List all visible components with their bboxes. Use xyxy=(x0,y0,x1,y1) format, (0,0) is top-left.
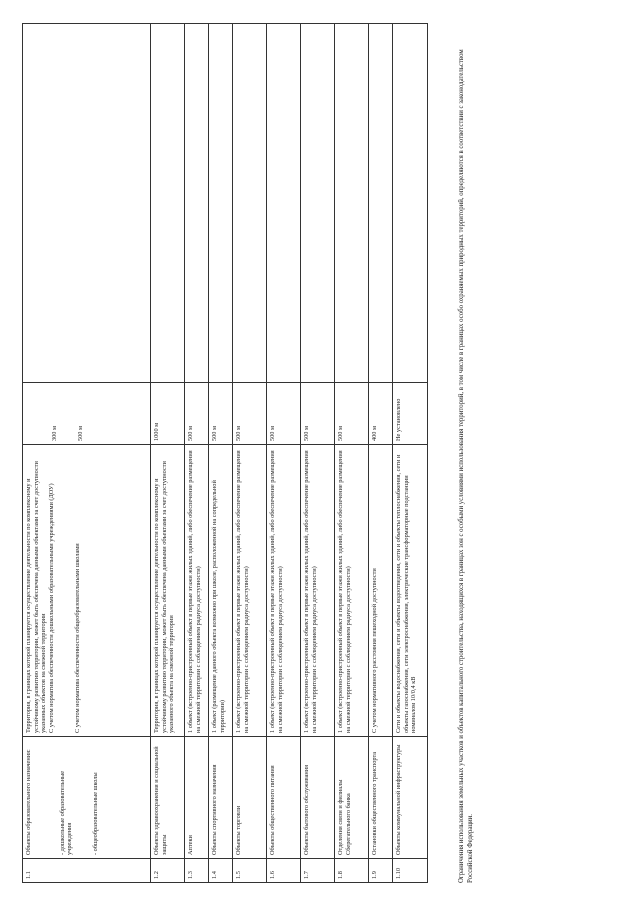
table-row xyxy=(393,24,428,883)
row-number: 1.9 xyxy=(369,859,393,883)
object-name: Объекты коммунальной инфраструктуры xyxy=(393,737,428,859)
radius-line: 500 м xyxy=(76,425,84,441)
accessibility-radius: 1000 м xyxy=(151,383,185,445)
condition-line: С учетом норматива обеспеченности дошкольными образовательными учреждениями (ДОУ) xyxy=(48,483,56,733)
object-name: Объекты бытового обслуживания xyxy=(301,737,335,859)
object-name: Отделения связи и филиалы Сберегательного банка xyxy=(335,737,369,859)
object-name-line: - общеобразовательные школы xyxy=(92,772,100,855)
accessibility-radius: 500 м xyxy=(209,383,233,445)
radius-line: 300 м xyxy=(51,425,58,441)
provision-conditions: С учетом нормативного расстояния пешеходной доступности xyxy=(369,445,393,737)
provision-conditions: 1 объект (встроенно-пристроенный объект в первые этажи жилых зданий, либо обеспечение размещения на смежной территории с соблюдением радиуса доступности) xyxy=(335,445,369,737)
provision-conditions: 1 объект (встроенно-пристроенный объект в первые этажи жилых зданий, либо обеспечение размещения на смежной территории с соблюдением радиуса доступности) xyxy=(185,445,209,737)
accessibility-radius: 500 м xyxy=(267,383,301,445)
object-name xyxy=(23,737,151,859)
row-number: 1.3 xyxy=(185,859,209,883)
table-row xyxy=(23,24,151,883)
row-number: 1.8 xyxy=(335,859,369,883)
restrictions-note: Ограничения использования земельных участков и объектов капитального строительства, находящихся в границах зон с особыми условиями использования территорий, в том числе в границах особо охраняемых природных территорий, определяются в соответствии с законодательством Российской Федерации. xyxy=(458,49,474,883)
row-number: 1.6 xyxy=(267,859,301,883)
empty-cell xyxy=(151,24,185,383)
accessibility-radius: 400 м xyxy=(369,383,393,445)
provision-conditions xyxy=(23,445,151,737)
provision-conditions: 1 объект (встроенно-пристроенный объект в первые этажи жилых зданий, либо обеспечение размещения на смежной территории с соблюдением радиуса доступности) xyxy=(267,445,301,737)
object-name: Объекты общественного питания xyxy=(267,737,301,859)
object-name: Аптеки xyxy=(185,737,209,859)
provision-conditions: Сети и объекты водоснабжения, сети и объекты водоотведения, сети и объекты теплоснабжения, сети и объекты газоснабжения, сети электроснабжения, электрические трансформаторные подстанции номиналом 10/0,4 кВ xyxy=(393,445,428,737)
empty-cell xyxy=(369,24,393,383)
empty-cell xyxy=(23,24,151,383)
object-name-line: Объекты образовательного назначения: xyxy=(25,749,32,855)
table-row xyxy=(209,24,233,883)
row-number: 1.2 xyxy=(151,859,185,883)
row-number: 1.1 xyxy=(23,859,151,883)
table-row xyxy=(233,24,267,883)
object-name-line: - дошкольные образовательные учреждения xyxy=(58,770,74,855)
empty-cell xyxy=(267,24,301,383)
provision-conditions: Территория, в границах которой планируется осуществление деятельности по комплексному и устойчивому развитию территории, может быть обеспечена данными объектами за счет доступности указанного объекта на смежной территории xyxy=(151,445,185,737)
accessibility-radius: 500 м xyxy=(233,383,267,445)
accessibility-radius: 500 м xyxy=(301,383,335,445)
table-row xyxy=(267,24,301,883)
table-row xyxy=(185,24,209,883)
accessibility-radius: 500 м xyxy=(335,383,369,445)
row-number: 1.5 xyxy=(233,859,267,883)
provision-conditions: 1 объект (встроенно-пристроенный объект в первые этажи жилых зданий, либо обеспечение размещения на смежной территории с соблюдением радиуса доступности) xyxy=(233,445,267,737)
condition-line: С учетом норматива обеспеченности общеобразовательными школами xyxy=(73,543,81,733)
empty-cell xyxy=(209,24,233,383)
table-row xyxy=(369,24,393,883)
object-name: Объекты торговли xyxy=(233,737,267,859)
row-number: 1.4 xyxy=(209,859,233,883)
provision-conditions: 1 объект (размещение данного объекта возможно при школе, расположенной на сопредельной территории) xyxy=(209,445,233,737)
empty-cell xyxy=(393,24,428,383)
empty-cell xyxy=(233,24,267,383)
object-name: Остановки общественного транспорта xyxy=(369,737,393,859)
requirements-table xyxy=(22,23,428,883)
row-number: 1.7 xyxy=(301,859,335,883)
table-row xyxy=(335,24,369,883)
empty-cell xyxy=(335,24,369,383)
object-name: Объекты спортивного назначения xyxy=(209,737,233,859)
accessibility-radius xyxy=(23,383,151,445)
condition-line: Территория, в границах которой планируется осуществление деятельности по комплексному и устойчивому развитию территории, может быть обеспечена данными объектами за счет доступности указанных объектов на смежной территории xyxy=(25,461,48,733)
empty-cell xyxy=(301,24,335,383)
empty-cell xyxy=(185,24,209,383)
row-number: 1.10 xyxy=(393,859,428,883)
table-row xyxy=(151,24,185,883)
object-name: Объекты здравоохранения и социальной защиты xyxy=(151,737,185,859)
accessibility-radius: 500 м xyxy=(185,383,209,445)
provision-conditions: 1 объект (встроенно-пристроенный объект в первые этажи жилых зданий, либо обеспечение размещения на смежной территории с соблюдением радиуса доступности) xyxy=(301,445,335,737)
accessibility-radius: Не установлено xyxy=(393,383,428,445)
table-row xyxy=(301,24,335,883)
